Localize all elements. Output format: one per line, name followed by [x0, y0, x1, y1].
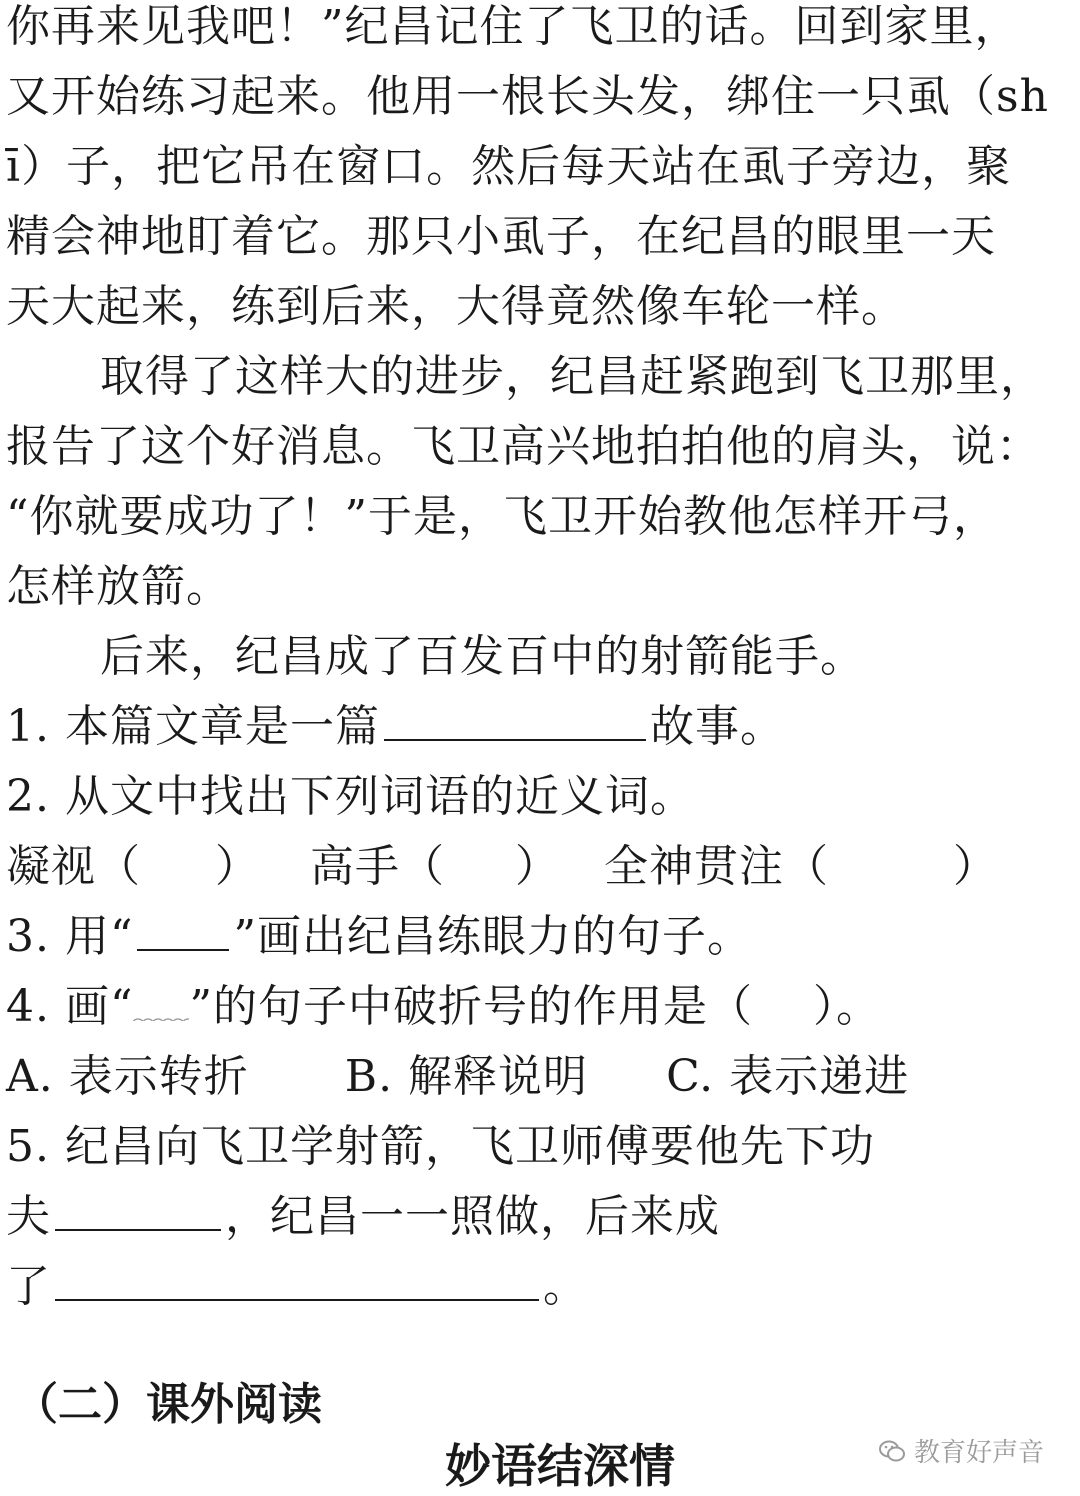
wavy-line-sample	[133, 985, 189, 1021]
question-3-prefix: 3. 用“	[6, 911, 134, 962]
question-3	[6, 902, 1080, 972]
passage-line: 怎样放箭。	[6, 561, 231, 612]
passage-line: 你再来见我吧！”纪昌记住了飞卫的话。回到家里，	[6, 1, 1020, 52]
passage-line: 报告了这个好消息。飞卫高兴地拍拍他的肩头，说：	[6, 421, 1041, 472]
passage-line: 后来，纪昌成了百发百中的射箭能手。	[100, 631, 865, 682]
question-4-suffix: ）。	[812, 981, 881, 1032]
option-a[interactable]: A. 表示转折	[6, 1051, 249, 1102]
watermark-text: 教育好声音	[913, 1438, 1044, 1468]
option-b[interactable]: B. 解释说明	[344, 1051, 589, 1102]
question-5-line-2	[6, 1182, 1080, 1252]
question-1	[6, 692, 1080, 762]
option-c[interactable]: C. 表示递进	[666, 1051, 910, 1102]
answer-blank[interactable]	[384, 699, 646, 741]
question-2: 2. 从文中找出下列词语的近义词。	[6, 771, 695, 822]
question-1-prefix: 1. 本篇文章是一篇	[6, 701, 380, 752]
synonym-word-2-close: ）	[515, 841, 560, 892]
article-title: 妙语结深情	[445, 1439, 675, 1493]
synonym-word-2: 高手（	[310, 841, 445, 892]
synonym-word-1-close: ）	[215, 841, 260, 892]
answer-blank[interactable]	[55, 1259, 539, 1301]
question-5-text: 夫	[6, 1191, 51, 1242]
question-5-text: 。	[543, 1261, 588, 1312]
synonym-word-3: 全神贯注（	[604, 841, 829, 892]
question-4-prefix: 4. 画“	[6, 981, 134, 1032]
question-4-middle: ”的句子中破折号的作用是（	[189, 981, 753, 1032]
question-5-text: 了	[6, 1261, 51, 1312]
wechat-icon	[878, 1437, 906, 1465]
synonym-word-3-close: ）	[953, 841, 998, 892]
passage-line: 天大起来，练到后来，大得竟然像车轮一样。	[6, 281, 906, 332]
answer-blank[interactable]	[55, 1189, 221, 1231]
question-2-words	[6, 832, 1080, 902]
passage-line: 取得了这样大的进步，纪昌赶紧跑到飞卫那里，	[100, 351, 1045, 402]
synonym-word-1: 凝视（	[6, 841, 141, 892]
underline-sample	[137, 909, 229, 951]
question-5-line-3	[6, 1252, 1080, 1322]
watermark	[878, 1432, 1044, 1469]
question-5-text: ，纪昌一一照做，后来成	[225, 1191, 720, 1242]
question-1-suffix: 故事。	[649, 701, 785, 752]
section-heading: （二）课外阅读	[14, 1379, 322, 1430]
question-4-options	[6, 1042, 1080, 1112]
passage-line: 精会神地盯着它。那只小虱子，在纪昌的眼里一天	[6, 211, 996, 262]
passage-line: “你就要成功了！”于是，飞卫开始教他怎样开弓，	[6, 491, 998, 542]
passage-line: 又开始练习起来。他用一根长头发，绑住一只虱（sh	[6, 71, 1049, 122]
passage-line: ī）子，把它吊在窗口。然后每天站在虱子旁边，聚	[6, 141, 1012, 192]
question-3-suffix: ”画出纪昌练眼力的句子。	[233, 911, 752, 962]
question-4	[6, 972, 1080, 1042]
question-5: 5. 纪昌向飞卫学射箭，飞卫师傅要他先下功	[6, 1121, 875, 1172]
